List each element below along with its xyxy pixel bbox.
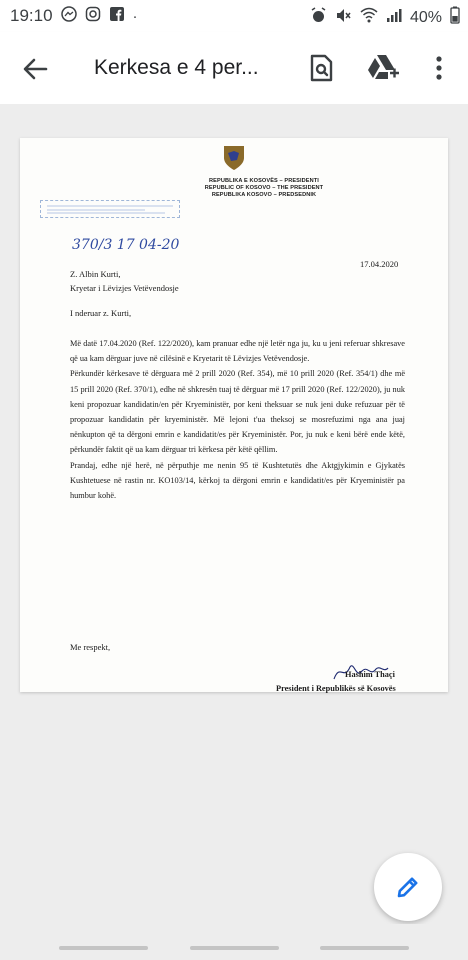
document-page: [20, 138, 448, 692]
system-nav-bar: [0, 924, 468, 960]
back-button[interactable]: [20, 54, 50, 84]
arrow-back-icon: [20, 54, 50, 84]
more-options-button[interactable]: [423, 52, 455, 84]
document-title: Kerkesa e 4 per...: [94, 56, 259, 79]
find-in-document-button[interactable]: [305, 52, 337, 84]
battery-percent: 40%: [409, 8, 442, 26]
status-time: 19:10: [10, 6, 53, 25]
signal-icon: [386, 7, 402, 28]
letterhead-line-2: REPUBLIC OF KOSOVO – THE PRESIDENT: [204, 185, 324, 191]
nav-recents-handle[interactable]: [59, 946, 148, 950]
handwritten-reference: 370/3 17 04-20: [72, 237, 180, 253]
recipient-name: Z. Albin Kurti,: [70, 269, 121, 279]
toolbar: [0, 32, 468, 104]
closing: Me respekt,: [70, 642, 111, 652]
registry-stamp: [40, 200, 180, 218]
salutation: I nderuar z. Kurti,: [70, 308, 132, 318]
letter-date: 17.04.2020: [360, 259, 399, 269]
body-paragraph-3: Prandaj, edhe një herë, në përputhje me nenin 95 të Kushtetutës dhe Aktgjykimin e Gjykatës Kushtetuese në rastin nr. KO103/14, kërkoj ta dërgoni emrin e kandidatit/es për Kryeministër pa humbur kohë.: [70, 460, 405, 501]
letterhead-line-1: REPUBLIKA E KOSOVËS – PRESIDENTI: [209, 178, 319, 184]
nav-home-handle[interactable]: [190, 946, 279, 950]
signer-name: Hashim Thaçi: [345, 670, 395, 679]
edit-pencil-icon: [395, 874, 421, 900]
mute-icon: [335, 7, 352, 29]
instagram-icon: [85, 6, 101, 26]
status-bar: [0, 0, 468, 32]
body-paragraph-2: Përkundër kërkesave të dërguara më 2 prill 2020 (Ref. 354), më 10 prill 2020 (Ref. 354/1) dhe më 15 prill 2020 (Ref. 370/1), edhe në shkresën tuaj të dërguar më 17 prill 2020 (Ref. 122/2020), ju nuk keni propozuar kandidatin/en për Kryeministër, por keni theksuar se nuk jeni duke refuzuar për të propozuar kandidatin për kryeministër. Më lejoni t'ua theksoj se mosrefuzimi nga ana juaj nënkupton që ta dërgoni emrin e kandidatit/es për Kryeministër. Por, ju nuk e keni bërë ende këtë, përkundër faktit që ua kam dërguar tri kërkesa për këtë qëllim.: [70, 369, 405, 455]
more-vert-icon: [423, 52, 455, 84]
body-paragraph-1: Më datë 17.04.2020 (Ref. 122/2020), kam pranuar edhe një letër nga ju, ku u jeni referuar shkresave që ua kam dërguar juve në cilësinë e Kryetarit të Lëvizjes Vetëvendosje.: [70, 339, 405, 364]
facebook-icon: [109, 6, 125, 26]
kosovo-emblem-icon: [222, 144, 246, 172]
edit-fab-button[interactable]: [374, 853, 442, 921]
messenger-icon: [61, 6, 77, 26]
letter-body: [70, 336, 405, 503]
drive-add-icon: [366, 52, 400, 84]
wifi-icon: [360, 7, 378, 28]
recipient-title: Kryetar i Lëvizjes Vetëvendosje: [70, 283, 179, 293]
find-in-page-icon: [305, 52, 337, 84]
add-to-drive-button[interactable]: [366, 52, 398, 84]
alarm-icon: [310, 7, 327, 29]
status-right: [310, 6, 460, 29]
signer-title: President i Republikës së Kosovës: [276, 684, 396, 693]
letterhead-line-3: REPUBLIKA KOSOVO – PREDSEDNIK: [211, 192, 317, 198]
battery-icon: [450, 6, 460, 29]
dot-icon: ·: [132, 7, 138, 25]
nav-back-handle[interactable]: [320, 946, 409, 950]
